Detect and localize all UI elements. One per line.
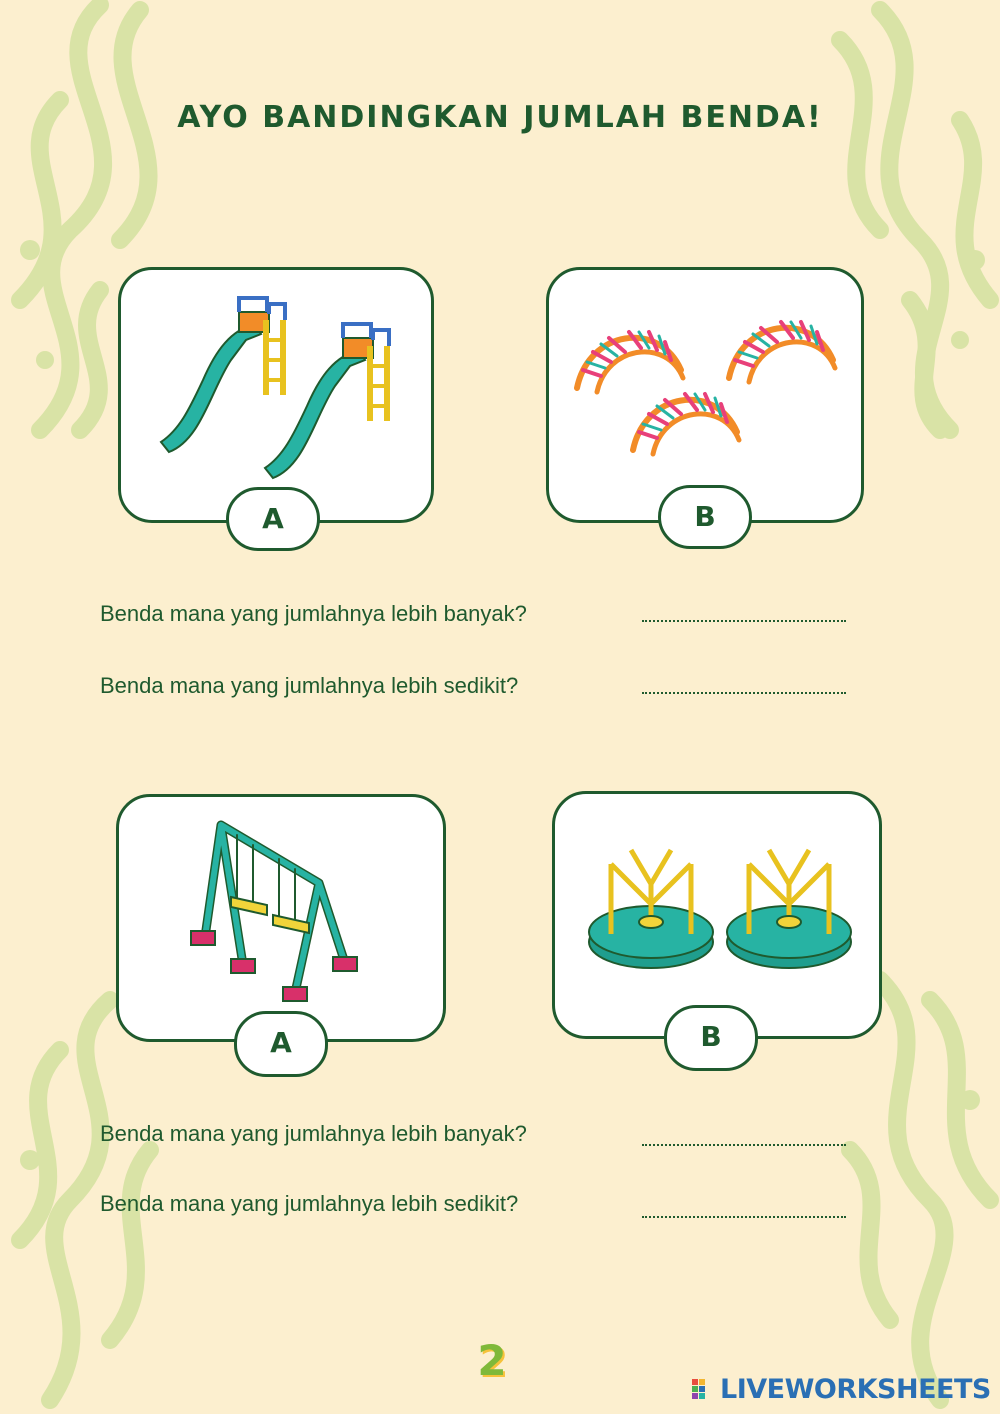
climber-3 bbox=[633, 394, 739, 454]
answer-more-2-input[interactable] bbox=[642, 1128, 846, 1146]
swing-set bbox=[191, 825, 357, 1001]
answer-more-1-input[interactable] bbox=[642, 604, 846, 622]
card-a-label-2: A bbox=[234, 1011, 328, 1077]
question-less-1: Benda mana yang jumlahnya lebih sedikit? bbox=[100, 673, 519, 698]
brand-name: LIVEWORKSHEETS bbox=[720, 1373, 991, 1405]
liveworksheets-logo-icon bbox=[692, 1377, 716, 1401]
slide-1 bbox=[161, 298, 285, 452]
swing-illustration bbox=[119, 797, 449, 1045]
merry-go-round-1 bbox=[589, 850, 713, 968]
card-a-slides bbox=[118, 267, 434, 523]
climber-1 bbox=[577, 332, 683, 392]
card-a-label: A bbox=[226, 487, 320, 551]
climber-2 bbox=[729, 322, 835, 382]
question-more-2: Benda mana yang jumlahnya lebih banyak? bbox=[100, 1121, 527, 1146]
card-b-label-2: B bbox=[664, 1005, 758, 1071]
page-number: 2 bbox=[477, 1336, 507, 1385]
question-less-2: Benda mana yang jumlahnya lebih sedikit? bbox=[100, 1191, 519, 1216]
liveworksheets-brand[interactable] bbox=[692, 1372, 991, 1406]
page-title: AYO BANDINGKAN JUMLAH BENDA! bbox=[177, 100, 823, 135]
answer-less-1-input[interactable] bbox=[642, 676, 846, 694]
card-b-merry-go-round bbox=[552, 791, 882, 1039]
card-b-label: B bbox=[658, 485, 752, 549]
card-a-swing bbox=[116, 794, 446, 1042]
merry-go-round-2 bbox=[727, 850, 851, 968]
question-more-1: Benda mana yang jumlahnya lebih banyak? bbox=[100, 601, 527, 626]
answer-less-2-input[interactable] bbox=[642, 1200, 846, 1218]
